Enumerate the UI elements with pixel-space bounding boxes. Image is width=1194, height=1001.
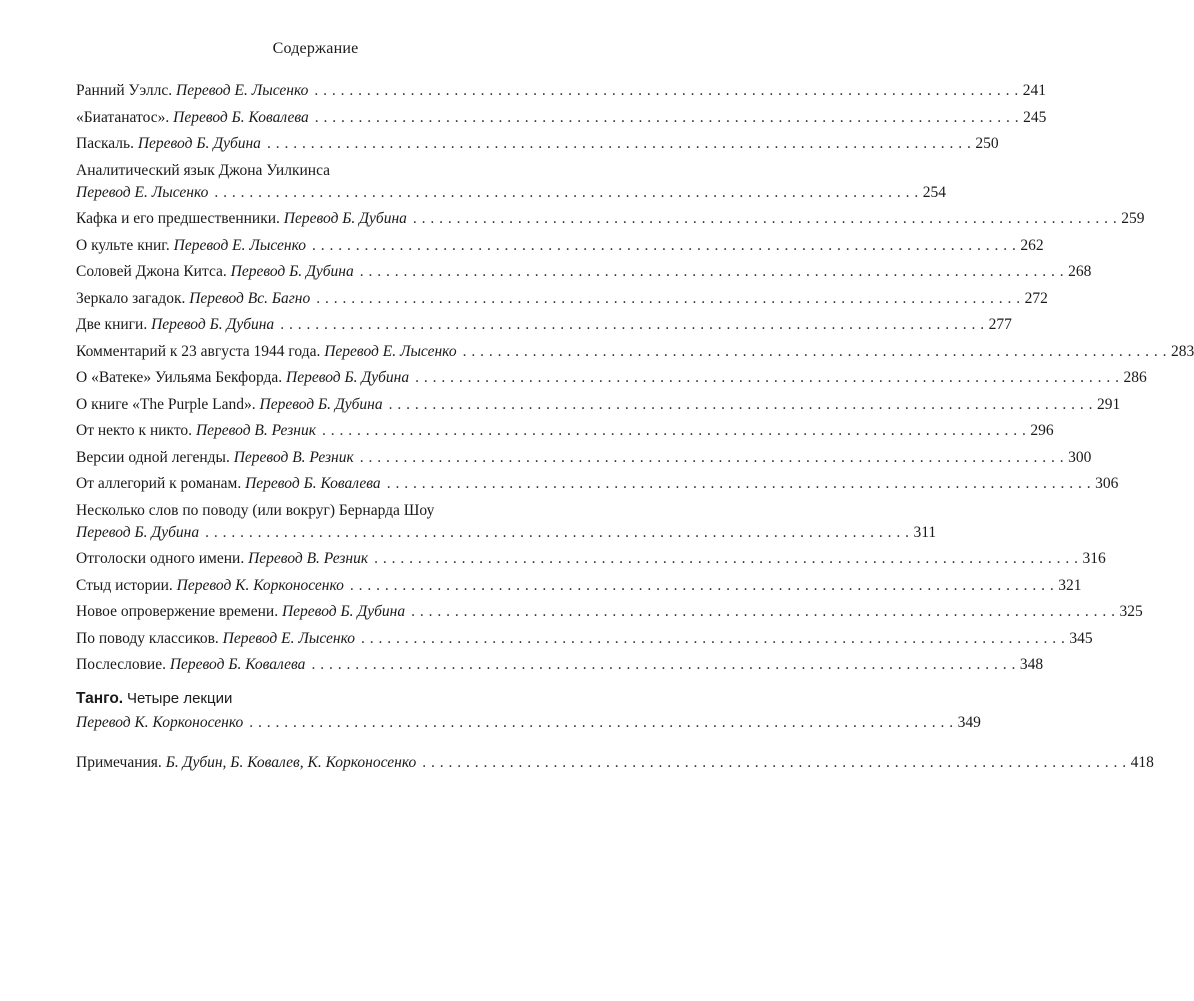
entry-translator: Перевод В. Резник — [233, 448, 354, 466]
entry-title: Послесловие. — [76, 656, 166, 673]
leader-dots — [249, 712, 953, 734]
leader-dots — [389, 394, 1093, 416]
leader-dots — [422, 752, 1126, 774]
leader-dots — [316, 288, 1020, 310]
entry-title: Кафка и его предшественники. — [76, 210, 280, 227]
toc-entry — [76, 601, 1143, 623]
entry-translator: Перевод Б. Дубина — [230, 263, 354, 280]
entry-title: Версии одной легенды. — [76, 448, 230, 466]
entry-title: Комментарий к 23 августа 1944 года. — [76, 342, 321, 360]
section-subtitle: Четыре лекции — [126, 690, 233, 707]
entry-translator: Перевод В. Резник — [195, 422, 316, 439]
entry-title: По поводу классиков. — [76, 629, 219, 647]
entry-page: 311 — [913, 523, 937, 541]
toc-entry — [76, 341, 1194, 363]
entry-title: О «Ватеке» Уильяма Бекфорда. — [76, 369, 283, 386]
entry-translator: Перевод Б. Дубина — [286, 369, 410, 386]
leader-dots — [463, 341, 1167, 363]
entry-title: «Биатанатос». — [76, 108, 170, 126]
toc-entry — [76, 575, 1082, 597]
running-head: Содержание — [272, 40, 359, 57]
notes-title: Примечания. — [76, 754, 162, 771]
leader-dots — [361, 628, 1065, 650]
table-of-contents — [76, 80, 1194, 779]
entry-translator: Перевод Б. Дубина — [281, 603, 406, 620]
toc-entry — [76, 160, 946, 204]
entry-title: О культе книг. — [76, 236, 170, 254]
entry-page: 241 — [1022, 82, 1046, 99]
entry-page: 259 — [1121, 210, 1145, 227]
leader-dots — [315, 107, 1019, 129]
toc-entry — [76, 80, 1046, 102]
entry-page: 254 — [922, 183, 946, 201]
leader-dots — [205, 522, 909, 544]
toc-entry — [76, 235, 1044, 257]
entry-page: 418 — [1130, 754, 1154, 771]
leader-dots — [360, 447, 1064, 469]
toc-entry — [76, 654, 1044, 676]
leader-dots — [311, 654, 1015, 676]
toc-entry — [76, 261, 1092, 283]
entry-page: 321 — [1058, 576, 1082, 594]
toc-entry — [76, 367, 1147, 389]
toc-entry — [76, 628, 1093, 650]
entry-title: От некто к никто. — [76, 422, 193, 439]
entry-title: Стыд истории. — [76, 576, 173, 594]
toc-entry — [76, 288, 1048, 310]
entry-title: Аналитический язык Джона Уилкинса — [76, 161, 331, 179]
entry-page: 268 — [1068, 263, 1092, 280]
entry-translator: Перевод Б. Дубина — [151, 316, 275, 333]
leader-dots — [374, 548, 1078, 570]
entry-page: 348 — [1019, 656, 1044, 673]
entry-title: От аллегорий к романам. — [76, 475, 242, 492]
toc-entry — [76, 447, 1092, 469]
entry-page: 272 — [1024, 289, 1048, 307]
entry-page: 296 — [1030, 422, 1054, 439]
entry-title: Ранний Уэллс. — [76, 82, 173, 99]
entry-translator: Перевод Б. Ковалева — [173, 108, 309, 126]
entry-title: Паскаль. — [76, 135, 134, 152]
leader-dots — [415, 367, 1119, 389]
leader-dots — [214, 182, 918, 204]
entry-page: 300 — [1068, 448, 1092, 466]
leader-dots — [312, 235, 1016, 257]
entry-translator: Перевод Б. Дубина — [283, 210, 407, 227]
toc-entry — [76, 107, 1047, 129]
entry-translator: Перевод Вс. Багно — [189, 289, 311, 307]
entry-page: 325 — [1119, 603, 1143, 620]
entry-translator: Перевод Е. Лысенко — [222, 629, 356, 647]
entry-page: 345 — [1069, 629, 1093, 647]
entry-page: 250 — [975, 135, 999, 152]
toc-entry — [76, 314, 1012, 336]
toc-entry — [76, 473, 1119, 495]
leader-dots — [413, 208, 1117, 230]
entry-page: 286 — [1123, 369, 1147, 386]
leader-dots — [350, 575, 1054, 597]
notes-authors: Б. Дубин, Б. Ковалев, К. Корконосенко — [165, 754, 417, 771]
toc-entry — [76, 712, 981, 734]
leader-dots — [387, 473, 1091, 495]
toc-entry — [76, 394, 1121, 416]
entry-translator: Перевод К. Корконосенко — [176, 576, 344, 594]
leader-dots — [280, 314, 984, 336]
entry-translator: Перевод Б. Ковалева — [169, 656, 306, 673]
entry-page: 291 — [1097, 395, 1121, 413]
entry-translator: Перевод Б. Дубина — [137, 135, 261, 152]
entry-translator: Перевод Е. Лысенко — [176, 82, 309, 99]
entry-translator: Перевод Б. Дубина — [259, 395, 383, 413]
entry-translator: Перевод Б. Дубина — [76, 523, 200, 541]
leader-dots — [322, 420, 1026, 442]
section-title: Танго. — [76, 690, 124, 707]
entry-title: Новое опровержение времени. — [76, 603, 279, 620]
entry-page: 262 — [1020, 236, 1044, 254]
entry-title: Несколько слов по поводу (или вокруг) Бернарда Шоу — [76, 501, 435, 519]
entry-title: Две книги. — [76, 316, 148, 333]
entry-title: Отголоски одного имени. — [76, 550, 245, 567]
toc-entry-notes — [76, 752, 1154, 774]
entry-translator: Перевод Е. Лысенко — [76, 183, 209, 201]
leader-dots — [314, 80, 1018, 102]
toc-entry — [76, 548, 1106, 570]
entry-translator: Перевод К. Корконосенко — [76, 714, 244, 731]
leader-dots — [360, 261, 1064, 283]
toc-entry — [76, 420, 1054, 442]
entry-page: 349 — [957, 714, 981, 731]
entry-translator: Перевод Е. Лысенко — [324, 342, 457, 360]
entry-translator: Перевод Е. Лысенко — [173, 236, 307, 254]
entry-translator: Перевод В. Резник — [248, 550, 369, 567]
toc-entry — [76, 133, 999, 155]
entry-title: О книге «The Purple Land». — [76, 395, 256, 413]
leader-dots — [411, 601, 1115, 623]
entry-title: Соловей Джона Китса. — [76, 263, 227, 280]
section-heading — [76, 688, 562, 710]
entry-translator: Перевод Б. Ковалева — [245, 475, 381, 492]
entry-page: 283 — [1170, 342, 1194, 360]
entry-title: Зеркало загадок. — [76, 289, 186, 307]
entry-page: 277 — [988, 316, 1012, 333]
entry-page: 306 — [1095, 475, 1119, 492]
toc-entry — [76, 208, 1145, 230]
entry-page: 245 — [1023, 108, 1047, 126]
toc-entry — [76, 500, 937, 544]
leader-dots — [267, 133, 971, 155]
entry-page: 316 — [1082, 550, 1106, 567]
